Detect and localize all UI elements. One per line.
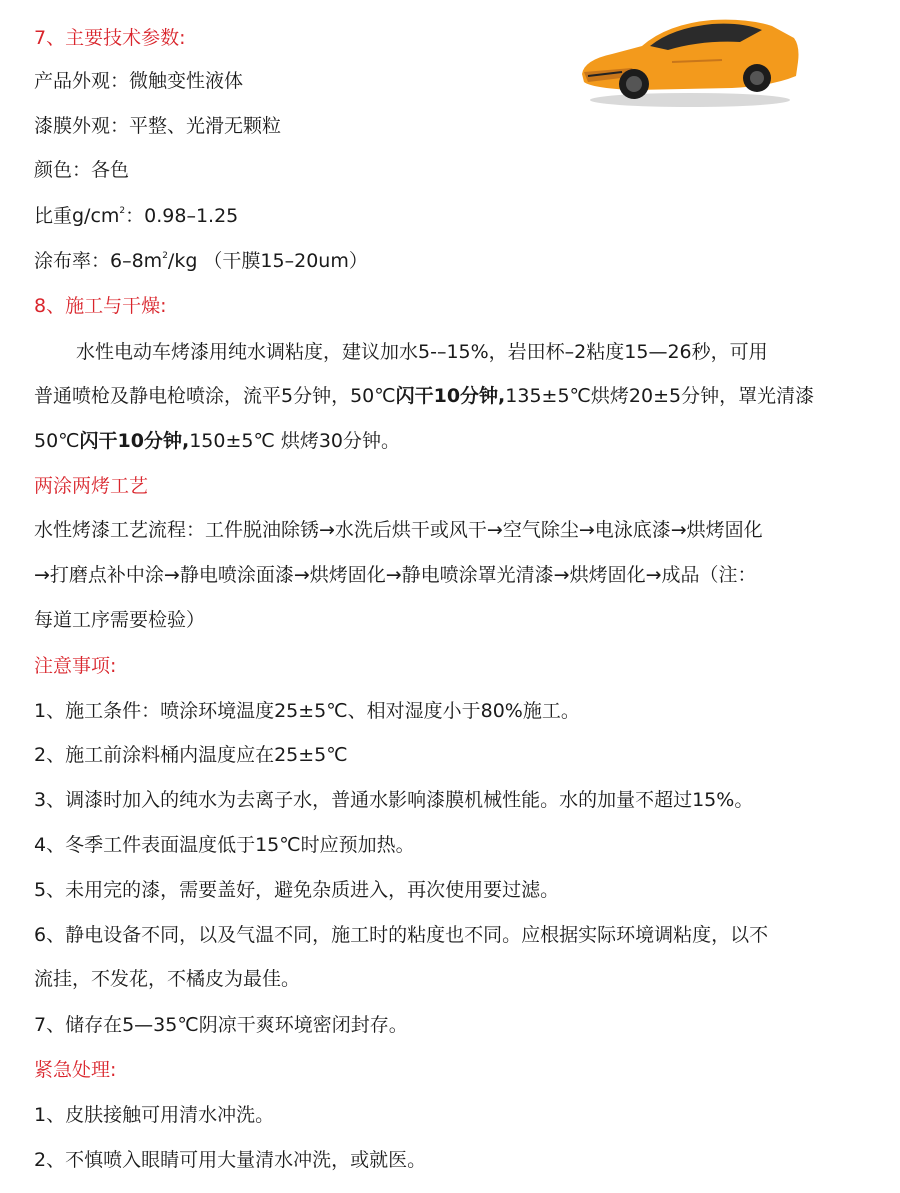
application-paragraph-line-3 — [34, 429, 866, 453]
note-7: 7、储存在5—35℃阴凉干爽环境密闭封存。 — [34, 1014, 408, 1036]
note-6-line-2: 流挂，不发花，不橘皮为最佳。 — [34, 968, 301, 990]
process-line-3: 每道工序需要检验） — [34, 609, 206, 631]
note-6-line-1: 6、静电设备不同，以及气温不同，施工时的粘度也不同。应根据实际环境调粘度，以不 — [34, 924, 769, 946]
p3-part-b: 闪干10分钟, — [79, 430, 190, 452]
section-7-heading: 7、主要技术参数: — [34, 27, 186, 49]
note-2: 2、施工前涂料桶内温度应在25±5℃ — [34, 744, 348, 766]
film-appearance-line: 漆膜外观：平整、光滑无颗粒 — [34, 115, 282, 137]
coverage-prefix: 涂布率：6–8m — [34, 250, 163, 272]
specific-gravity-line — [34, 204, 866, 228]
process-line-1: 水性烤漆工艺流程：工件脱油除锈→水洗后烘干或风干→空气除尘→电泳底漆→烘烤固化 — [34, 519, 763, 541]
application-paragraph-line-1: 水性电动车烤漆用纯水调粘度，建议加水5-–15%，岩田杯–2粘度15—26秒，可用 — [76, 341, 768, 363]
gravity-prefix: 比重g/cm — [34, 205, 120, 227]
color-line: 颜色：各色 — [34, 159, 130, 181]
product-appearance-line: 产品外观：微触变性液体 — [34, 70, 244, 92]
orange-sports-car-image — [572, 2, 802, 110]
gravity-superscript: 2 — [119, 206, 126, 216]
notes-heading: 注意事项: — [34, 655, 117, 677]
note-4: 4、冬季工件表面温度低于15℃时应预加热。 — [34, 834, 415, 856]
gravity-suffix: ：0.98–1.25 — [125, 205, 239, 227]
process-heading: 两涂两烤工艺 — [34, 475, 149, 497]
section-8-heading: 8、施工与干燥: — [34, 295, 167, 317]
coverage-line — [34, 249, 866, 273]
application-paragraph-line-2 — [34, 384, 866, 408]
p2-part-b: 闪干10分钟, — [395, 385, 506, 407]
p3-part-c: 150±5℃ 烘烤30分钟。 — [189, 430, 401, 452]
coverage-superscript: 2 — [162, 251, 168, 261]
process-line-2: →打磨点补中涂→静电喷涂面漆→烘烤固化→静电喷涂罩光清漆→烘烤固化→成品（注： — [34, 564, 757, 586]
note-5: 5、未用完的漆，需要盖好，避免杂质进入，再次使用要过滤。 — [34, 879, 560, 901]
p2-part-a: 普通喷枪及静电枪喷涂，流平5分钟，50℃ — [34, 385, 396, 407]
emergency-2: 2、不慎喷入眼睛可用大量清水冲洗，或就医。 — [34, 1149, 427, 1171]
emergency-heading: 紧急处理: — [34, 1059, 117, 1081]
p3-part-a: 50℃ — [34, 430, 80, 452]
coverage-suffix: /kg （干膜15–20um） — [167, 250, 368, 272]
emergency-1: 1、皮肤接触可用清水冲洗。 — [34, 1104, 275, 1126]
note-1: 1、施工条件：喷涂环境温度25±5℃、相对湿度小于80%施工。 — [34, 700, 580, 722]
p2-part-c: 135±5℃烘烤20±5分钟，罩光清漆 — [505, 385, 815, 407]
note-3: 3、调漆时加入的纯水为去离子水，普通水影响漆膜机械性能。水的加量不超过15%。 — [34, 789, 754, 811]
